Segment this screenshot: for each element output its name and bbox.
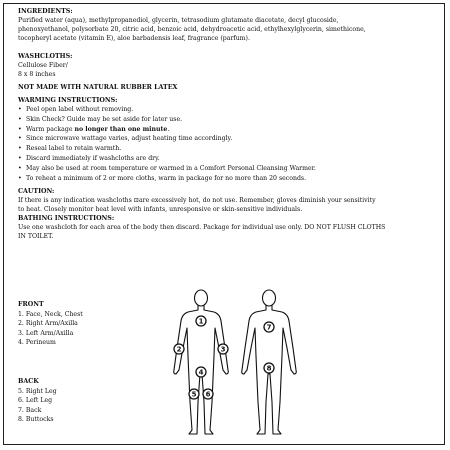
front-item: 1. Face, Neck, Chest (18, 310, 83, 318)
svg-text:8: 8 (266, 364, 272, 373)
front-item: 2. Right Arm/Axilla (18, 320, 78, 327)
bathing-line: IN TOILET. (18, 233, 54, 241)
ingredients-line: Purified water (aqua), methylpropanediol, glycerin, tetrasodium glutamate diacetate, decyl glucoside, (18, 17, 339, 24)
svg-text:1: 1 (198, 317, 204, 326)
back-item: 5. Right Leg (18, 387, 57, 395)
front-item: 3. Left Arm/Axilla (18, 329, 74, 337)
front-legend (18, 300, 83, 348)
back-item: 8. Buttocks (18, 416, 54, 423)
front-item: 4. Perineum (18, 339, 56, 346)
front-heading: FRONT (18, 301, 44, 308)
front-body-figure (174, 290, 229, 434)
warming-list (18, 105, 436, 183)
svg-text:6: 6 (205, 390, 211, 399)
svg-text:2: 2 (176, 345, 182, 354)
back-body-figure (242, 290, 297, 434)
warming-item: • Reseal label to retain warmth. (18, 144, 436, 153)
bathing-heading: BATHING INSTRUCTIONS: (18, 215, 115, 223)
warming-item: • Since microwave wattage varies, adjust heating time accordingly. (18, 134, 436, 143)
back-legend (18, 377, 57, 425)
area-marker-7 (264, 322, 274, 332)
washcloths-heading: WASHCLOTHS: (18, 53, 73, 60)
back-heading: BACK (18, 378, 39, 385)
caution-line: to heat. Closely monitor heat level with infants, unresponsive or skin-sensitive individuals. (18, 206, 303, 214)
area-marker-5 (189, 389, 199, 399)
svg-text:7: 7 (266, 323, 272, 332)
back-item: 7. Back (18, 406, 42, 414)
warming-item: • Discard immediately if washcloths are dry. (18, 154, 436, 163)
area-marker-1 (196, 316, 206, 326)
warming-heading: WARMING INSTRUCTIONS: (18, 97, 118, 104)
back-item: 6. Left Leg (18, 397, 53, 404)
svg-text:3: 3 (220, 345, 226, 354)
ingredients-heading: INGREDIENTS: (18, 8, 73, 15)
washcloths-material: Cellulose Fiber/ (18, 62, 68, 69)
caution-heading: CAUTION: (18, 188, 55, 196)
area-marker-2 (174, 344, 184, 354)
bathing-line: Use one washcloth for each area of the body then discard. Package for individual use only. DO NOT FLUSH CLOTHS (18, 224, 386, 232)
warming-item: • To reheat a minimum of 2 or more cloths, warm in package for no more than 20 seconds. (18, 174, 436, 183)
body-diagram (160, 284, 310, 440)
svg-text:5: 5 (191, 390, 197, 399)
label-text (18, 7, 436, 241)
warming-item: • Warm package no longer than one minute. (18, 125, 436, 134)
warming-item: • Peel open label without removing. (18, 105, 436, 114)
svg-text:4: 4 (198, 368, 204, 377)
ingredients-line: tocopheryl acetate (vitamin E), aloe barbadensis leaf, fragrance (parfum). (18, 35, 250, 42)
ingredients-line: phenoxyethanol, polysorbate 20, citric acid, benzoic acid, dehydroacetic acid, ethylhexylglycerin, simethicone, (18, 26, 366, 33)
area-marker-4 (196, 367, 206, 377)
washcloths-size: 8 x 8 inches (18, 71, 56, 78)
area-marker-6 (203, 389, 213, 399)
warming-item: • May also be used at room temperature or warmed in a Comfort Personal Cleansing Warmer. (18, 164, 436, 173)
warming-item: • Skin Check? Guide may be set aside for later use. (18, 115, 436, 124)
area-marker-8 (264, 363, 274, 373)
area-marker-3 (218, 344, 228, 354)
latex-statement: NOT MADE WITH NATURAL RUBBER LATEX (18, 84, 178, 91)
caution-line: If there is any indication washcloths ⊡are excessively hot, do not use. Remember, gloves diminish your sensitivity (18, 197, 376, 205)
